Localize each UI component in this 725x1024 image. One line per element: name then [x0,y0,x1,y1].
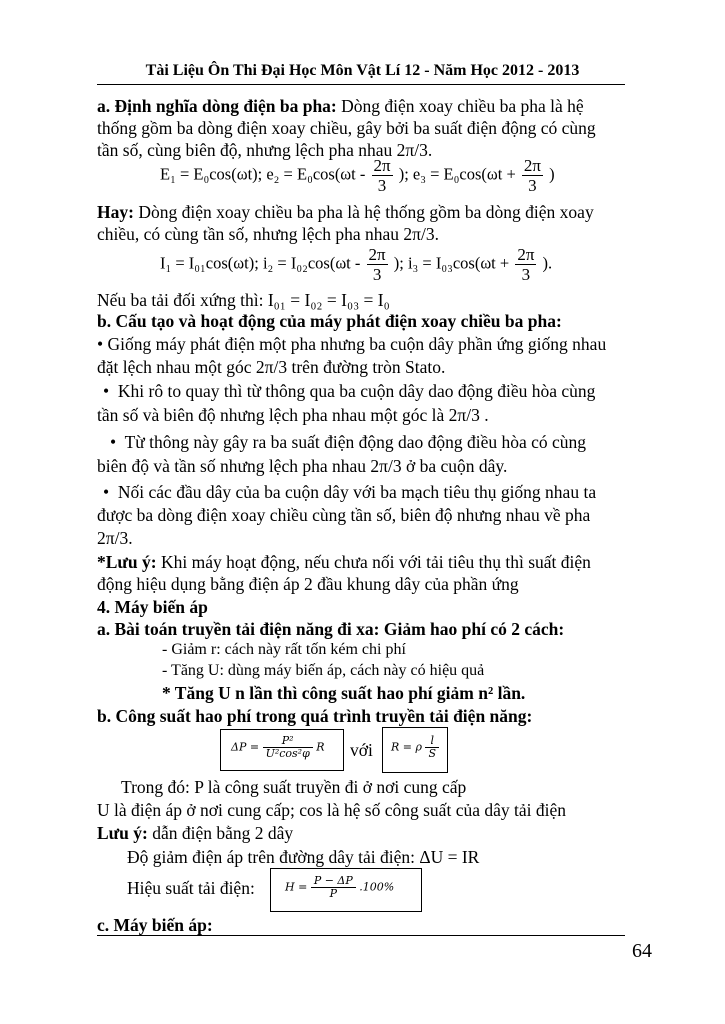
bullet4-text: Nối các đầu dây của ba cuộn dây với ba mạch tiêu thụ giống nhau ta [117,482,597,502]
section4-heading: 4. Máy biến áp [97,597,208,617]
formula-h-lhs: H = [285,880,308,894]
equation-emf [160,157,555,194]
eq1-f2-num: 2π [523,156,541,175]
section4a-item3: * Tăng U n lần thì công suất hao phí giảm n² lần. [162,683,526,703]
formula-r-fraction [425,735,439,760]
formula-loss-den: U²cos²φ [265,747,310,761]
eq1-f1-den: 3 [377,176,387,195]
eq2-fraction1 [367,246,388,283]
bullet1-line2: đặt lệch nhau một góc 2π/3 trên đường tròn Stato. [97,357,446,377]
bullet1-line1 [97,334,606,354]
eq2-f2-den: 3 [521,265,531,284]
eq1-part3: ) [549,164,555,184]
note-line2: động hiệu dụng bằng điện áp 2 đầu khung dây của phần ứng [97,574,519,594]
eq1-part2: ); e₃ = E₀cos(ωt + [398,164,516,184]
note2-label: Lưu ý: [97,823,148,843]
formula-loss-num: P² [263,735,313,748]
formula-loss-lhs: ΔP = [231,740,260,754]
bullet2-text: Khi rô to quay thì từ thông qua ba cuộn dây dao động điều hòa cùng [117,381,596,401]
section-b-heading: b. Cấu tạo và hoạt động của máy phát điện xoay chiều ba pha: [97,311,562,331]
formula-power-loss [231,735,325,760]
hay-label: Hay: [97,202,134,222]
note-text: Khi máy hoạt động, nếu chưa nối với tải tiêu thụ thì suất điện [156,552,591,572]
formula-h-rhs: .100% [359,880,395,894]
eq1-fraction2 [522,157,543,194]
formula-loss-fraction [263,735,313,760]
eq1-part1: E₁ = E₀cos(ωt); e₂ = E₀cos(ωt - [160,164,366,184]
eq2-part1: I₁ = I₀₁cos(ωt); i₂ = I₀₂cos(ωt - [160,253,361,273]
formula-h-num: P − ΔP [311,875,356,888]
note-label: *Lưu ý: [97,552,157,572]
with-label: với [350,740,373,760]
formula-power-loss-box [220,729,344,771]
note2-text: dẫn điện bằng 2 dây [147,823,294,843]
formula-h-den: P [329,887,337,901]
efficiency-label: Hiệu suất tải điện: [127,878,255,898]
section-a-label: a. Định nghĩa dòng điện ba pha: [97,96,337,116]
formula-resistance [391,735,439,760]
hay-line2: chiều, có cùng tần số, nhưng lệch pha nhau 2π/3. [97,224,439,244]
bullet2-line2: tần số và biên độ nhưng lệch pha nhau một góc là 2π/3 . [97,405,489,425]
section-a-line1 [97,96,584,116]
formula-r-num: l [425,735,439,748]
symmetric-load-line: Nếu ba tải đối xứng thì: I₀₁ = I₀₂ = I₀₃ = I₀ [97,290,390,310]
eq2-fraction2 [515,246,536,283]
page-header: Tài Liệu Ôn Thi Đại Học Môn Vật Lí 12 - Năm Học 2012 - 2013 [145,62,580,79]
formula-loss-rhs: R [316,740,325,754]
section-a-text: Dòng điện xoay chiều ba pha là hệ [336,96,584,116]
section4a-item2: - Tăng U: dùng máy biến áp, cách này có hiệu quả [162,662,485,679]
eq2-part3: ). [542,253,553,273]
eq1-f1-num: 2π [373,156,391,175]
formula-r-lhs: R = ρ [391,740,422,754]
formula-efficiency-box [270,868,422,912]
bullet4-line2: được ba dòng điện xoay chiều cùng tần số, biên độ nhưng nhau về pha [97,505,591,525]
bullet3-line1 [110,432,586,452]
bullet2-line1 [103,381,595,401]
formula-resistance-box [382,727,448,773]
bullet1-text: Giống máy phát điện một pha nhưng ba cuộn dây phần ứng giống nhau [107,334,607,354]
formula-efficiency [285,875,394,900]
section-a-line3: tần số, cùng biên độ, nhưng lệch pha nhau 2π/3. [97,140,433,160]
voltage-drop-line: Độ giảm điện áp trên đường dây tải điện: ΔU = IR [127,847,480,867]
bullet3-text: Từ thông này gây ra ba suất điện động dao động điều hòa có cùng [124,432,587,452]
formula-h-fraction [311,875,356,900]
bullet-icon: • [103,381,110,401]
note-line1 [97,552,591,572]
eq2-f2-num: 2π [517,245,535,264]
bullet-icon: • [110,432,117,452]
eq2-f1-den: 3 [372,265,382,284]
eq2-part2: ); i₃ = I₀₃cos(ωt + [393,253,510,273]
eq1-fraction1 [372,157,393,194]
section4a-item1: - Giảm r: cách này rất tốn kém chi phí [162,641,406,658]
hay-line1 [97,202,594,222]
equation-current [160,246,552,283]
hay-text: Dòng điện xoay chiều ba pha là hệ thống gồm ba dòng điện xoay [133,202,594,222]
bullet4-line1 [103,482,596,502]
eq1-f2-den: 3 [528,176,537,195]
header-rule [97,84,625,85]
bullet4-line3: 2π/3. [97,528,133,548]
section4b-heading: b. Công suất hao phí trong quá trình truyền tải điện năng: [97,706,533,726]
where-line: Trong đó: P là công suất truyền đi ở nơi cung cấp [121,777,467,797]
voltage-line: U là điện áp ở nơi cung cấp; cos là hệ số công suất của dây tải điện [97,800,566,820]
section-a-line2: thống gồm ba dòng điện xoay chiều, gây bởi ba suất điện động có cùng [97,118,596,138]
section4c-heading: c. Máy biến áp: [97,915,213,935]
bullet3-line2: biên độ và tần số nhưng lệch pha nhau 2π/3 ở ba cuộn dây. [97,456,508,476]
page-number: 64 [632,940,652,962]
note2-line [97,823,293,843]
eq2-f1-num: 2π [368,245,386,264]
bullet-icon: • [103,482,110,502]
bullet-icon: • [97,334,104,354]
section4a-heading: a. Bài toán truyền tải điện năng đi xa: Giảm hao phí có 2 cách: [97,619,565,639]
formula-r-den: S [428,747,437,761]
footer-rule [97,935,625,936]
